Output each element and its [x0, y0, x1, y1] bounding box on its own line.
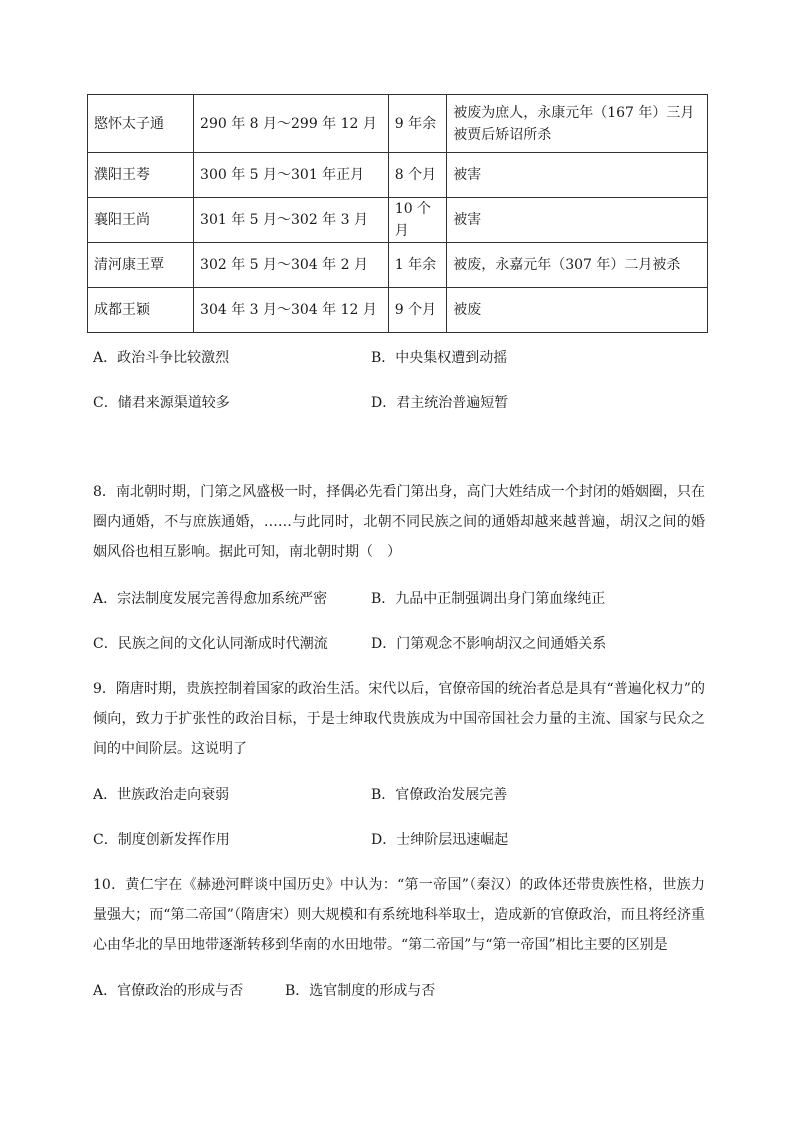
- q8-option-c[interactable]: C．民族之间的文化认同渐成时代潮流: [93, 636, 328, 652]
- q9-option-d[interactable]: D．士绅阶层迅速崛起: [371, 832, 509, 848]
- duration-cell: 8 个月: [388, 153, 446, 198]
- q8-option-a[interactable]: A．宗法制度发展完善得愈加系统严密: [93, 591, 328, 607]
- q10-option-a[interactable]: A．官僚政治的形成与否: [93, 983, 244, 999]
- prince-name-cell: 愍怀太子通: [88, 95, 194, 153]
- q9-option-a[interactable]: A．世族政治走向衰弱: [93, 787, 230, 803]
- q10-option-b[interactable]: B．选官制度的形成与否: [285, 983, 436, 999]
- table-row: [88, 288, 708, 333]
- q8-option-b[interactable]: B．九品中正制强调出身门第血缘纯正: [371, 591, 606, 607]
- tenure-cell: 300 年 5 月～301 年正月: [194, 153, 389, 198]
- crown-prince-table: [87, 94, 708, 333]
- prince-name-cell: 濮阳王荂: [88, 153, 194, 198]
- table-row: [88, 243, 708, 288]
- tenure-cell: 301 年 5 月～302 年 3 月: [194, 198, 389, 243]
- table-row: [88, 95, 708, 153]
- q7-option-c[interactable]: C．储君来源渠道较多: [93, 395, 230, 411]
- tenure-cell: 302 年 5 月～304 年 2 月: [194, 243, 389, 288]
- q7-option-b[interactable]: B．中央集权遭到动摇: [371, 350, 508, 366]
- q9-stem: 9．隋唐时期，贵族控制着国家的政治生活。宋代以后，官僚帝国的统治者总是具有“普遍化权力”的倾向，致力于扩张性的政治目标，于是士绅取代贵族成为中国帝国社会力量的主流、国家与民众之间的中间阶层。这说明了: [93, 681, 705, 757]
- duration-cell: 9 年余: [388, 95, 446, 153]
- outcome-cell: 被害: [447, 153, 708, 198]
- outcome-cell: 被害: [447, 198, 708, 243]
- q9-option-b[interactable]: B．官僚政治发展完善: [371, 787, 508, 803]
- tenure-cell: 290 年 8 月～299 年 12 月: [194, 95, 389, 153]
- table-row: [88, 198, 708, 243]
- q7-option-d[interactable]: D．君主统治普遍短暂: [371, 395, 509, 411]
- duration-cell: 10 个月: [388, 198, 446, 243]
- duration-cell: 1 年余: [388, 243, 446, 288]
- table-row: [88, 153, 708, 198]
- prince-name-cell: 清河康王覃: [88, 243, 194, 288]
- q7-option-a[interactable]: A．政治斗争比较激烈: [93, 350, 230, 366]
- q8-option-d[interactable]: D．门第观念不影响胡汉之间通婚关系: [371, 636, 607, 652]
- q8-stem: 8．南北朝时期，门第之风盛极一时，择偶必先看门第出身，高门大姓结成一个封闭的婚姻圈，只在圈内通婚，不与庶族通婚，……与此同时，北朝不同民族之间的通婚却越来越普遍，胡汉之间的婚姻风俗也相互影响。据此可知，南北朝时期（ ）: [93, 484, 705, 560]
- prince-name-cell: 襄阳王尚: [88, 198, 194, 243]
- tenure-cell: 304 年 3 月～304 年 12 月: [194, 288, 389, 333]
- outcome-cell: 被废为庶人，永康元年（167 年）三月被贾后矫诏所杀: [447, 95, 708, 153]
- duration-cell: 9 个月: [388, 288, 446, 333]
- q10-stem: 10．黄仁宇在《赫逊河畔谈中国历史》中认为：“第一帝国”（秦汉）的政体还带贵族性格，世族力量强大；而“第二帝国”（隋唐宋）则大规模和有系统地科举取士，造成新的官僚政治，而且将经济重心由华北的旱田地带逐渐转移到华南的水田地带。“第二帝国”与“第一帝国”相比主要的区别是: [93, 877, 705, 953]
- q9-option-c[interactable]: C．制度创新发挥作用: [93, 832, 230, 848]
- outcome-cell: 被废: [447, 288, 708, 333]
- prince-name-cell: 成都王颖: [88, 288, 194, 333]
- outcome-cell: 被废，永嘉元年（307 年）二月被杀: [447, 243, 708, 288]
